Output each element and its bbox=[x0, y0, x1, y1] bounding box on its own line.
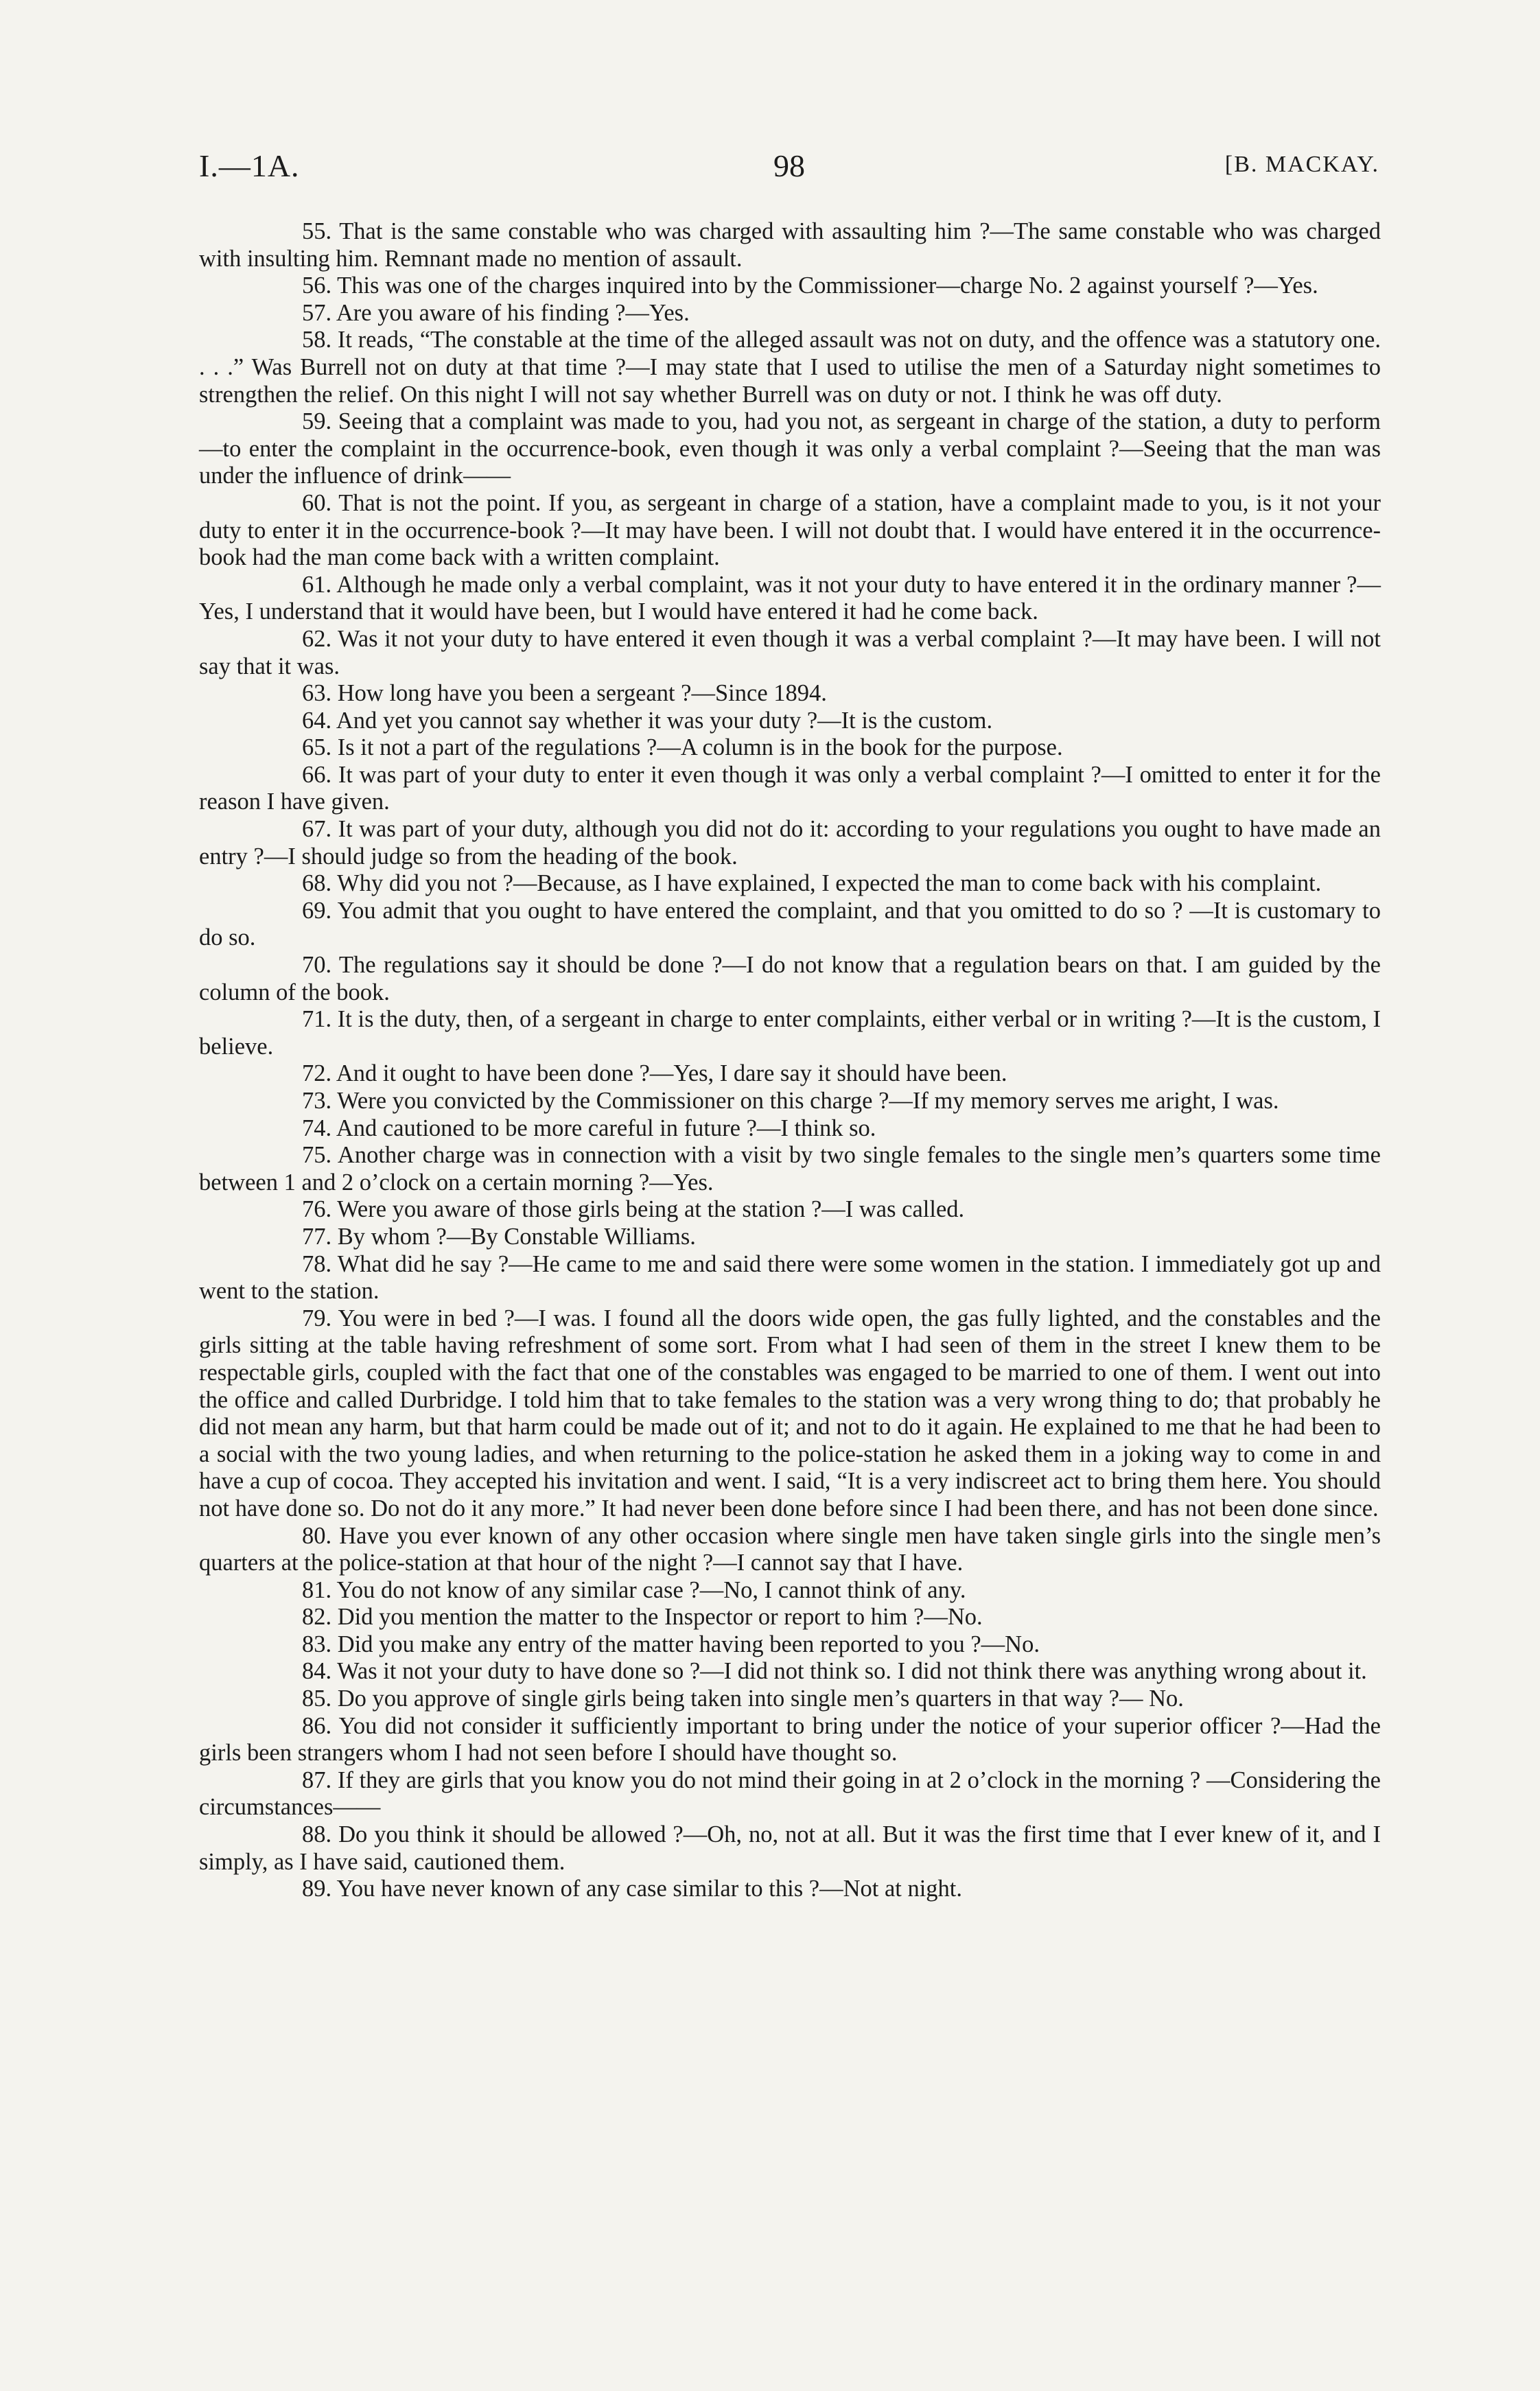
question-paragraph: 55. That is the same constable who was charged with assaulting him ?—The same constable who was charged with insulting him. Remnant made no mention of assault. bbox=[199, 218, 1381, 272]
evidence-text bbox=[199, 218, 1381, 1903]
question-paragraph: 71. It is the duty, then, of a sergeant in charge to enter complaints, either verbal or in writing ?—It is the custom, I believe. bbox=[199, 1006, 1381, 1060]
witness-name: [B. MACKAY. bbox=[1224, 152, 1379, 177]
question-paragraph: 70. The regulations say it should be done ?—I do not know that a regulation bears on that. I am guided by the column of the book. bbox=[199, 952, 1381, 1005]
question-paragraph: 74. And cautioned to be more careful in future ?—I think so. bbox=[302, 1115, 876, 1141]
question-paragraph: 72. And it ought to have been done ?—Yes, I dare say it should have been. bbox=[302, 1060, 1007, 1087]
question-paragraph: 62. Was it not your duty to have entered it even though it was a verbal complaint ?—It may have been. I will not say that it was. bbox=[199, 625, 1381, 679]
question-paragraph: 63. How long have you been a sergeant ?—Since 1894. bbox=[302, 680, 827, 707]
question-paragraph: 87. If they are girls that you know you do not mind their going in at 2 o’clock in the morning ? —Considering the circumstances—— bbox=[199, 1766, 1381, 1821]
question-paragraph: 56. This was one of the charges inquired into by the Commissioner—charge No. 2 against yourself ?—Yes. bbox=[302, 272, 1318, 299]
question-paragraph: 69. You admit that you ought to have entered the complaint, and that you omitted to do so ? —It is customary to do so. bbox=[199, 897, 1381, 951]
question-paragraph: 80. Have you ever known of any other occasion where single men have taken single girls into the single men’s quarters at the police-station at that hour of the night ?—I cannot say that I have. bbox=[199, 1522, 1381, 1576]
question-paragraph: 58. It reads, “The constable at the time of the alleged assault was not on duty, and the offence was a statutory one. . . .” Was Burrell not on duty at that time ?—I may state that I used to utilise the men of a Saturday night sometimes to strengthen the relief. On this night I will not say whether Burrell was on duty or not. I think he was off duty. bbox=[199, 327, 1381, 408]
question-paragraph: 81. You do not know of any similar case ?—No, I cannot think of any. bbox=[302, 1576, 966, 1603]
question-paragraph: 75. Another charge was in connection with a visit by two single females to the single men’s quarters some time between 1 and 2 o’clock on a certain morning ?—Yes. bbox=[199, 1142, 1381, 1196]
question-paragraph: 85. Do you approve of single girls being taken into single men’s quarters in that way ?— No. bbox=[302, 1686, 1184, 1712]
page-number: 98 bbox=[773, 148, 805, 183]
question-paragraph: 82. Did you mention the matter to the Inspector or report to him ?—No. bbox=[302, 1604, 983, 1631]
question-paragraph: 76. Were you aware of those girls being at the station ?—I was called. bbox=[302, 1196, 965, 1223]
question-paragraph: 65. Is it not a part of the regulations ?—A column is in the book for the purpose. bbox=[302, 734, 1063, 761]
question-paragraph: 73. Were you convicted by the Commissioner on this charge ?—If my memory serves me aright, I was. bbox=[302, 1088, 1279, 1114]
page-header bbox=[199, 148, 1379, 196]
question-paragraph: 78. What did he say ?—He came to me and said there were some women in the station. I immediately got up and went to the station. bbox=[199, 1250, 1381, 1305]
question-paragraph: 61. Although he made only a verbal complaint, was it not your duty to have entered it in the ordinary manner ?—Yes, I understand that it would have been, but I would have entered it had he come back. bbox=[199, 571, 1381, 625]
question-paragraph: 88. Do you think it should be allowed ?—Oh, no, not at all. But it was the first time that I ever knew of it, and I simply, as I have said, cautioned them. bbox=[199, 1821, 1381, 1875]
paper-reference: I.—1A. bbox=[199, 148, 300, 183]
question-paragraph: 57. Are you aware of his finding ?—Yes. bbox=[302, 299, 690, 326]
question-paragraph: 67. It was part of your duty, although you did not do it: according to your regulations you ought to have made an entry ?—I should judge so from the heading of the book. bbox=[199, 816, 1381, 870]
question-paragraph: 60. That is not the point. If you, as sergeant in charge of a station, have a complaint made to you, is it not your duty to enter it in the occurrence-book ?—It may have been. I will not doubt that. I would have entered it in the occurrence-book had the man come back with a written complaint. bbox=[199, 489, 1381, 571]
question-paragraph: 64. And yet you cannot say whether it was your duty ?—It is the custom. bbox=[302, 707, 993, 734]
question-paragraph: 59. Seeing that a complaint was made to you, had you not, as sergeant in charge of the station, a duty to perform—to enter the complaint in the occurrence-book, even though it was only a verbal complaint ?—Seeing that the man was under the influence of drink—— bbox=[199, 408, 1381, 489]
question-paragraph: 77. By whom ?—By Constable Williams. bbox=[302, 1223, 696, 1250]
question-paragraph: 89. You have never known of any case similar to this ?—Not at night. bbox=[302, 1876, 963, 1902]
question-paragraph: 68. Why did you not ?—Because, as I have explained, I expected the man to come back with his complaint. bbox=[302, 870, 1322, 897]
question-paragraph: 79. You were in bed ?—I was. I found all the doors wide open, the gas fully lighted, and the constables and the girls sitting at the table having refreshment of some sort. From what I had seen of them in the street I knew them to be respectable girls, coupled with the fact that one of the constables was engaged to be married to one of them. I went out into the office and called Durbridge. I told him that to take females to the station was a very wrong thing to do; that probably he did not mean any harm, but that harm could be made out of it; and not to do it again. He explained to me that he had been to a social with the two young ladies, and when returning to the police-station he asked them in a joking way to come in and have a cup of cocoa. They accepted his invitation and went. I said, “It is a very indiscreet act to bring them here. You should not have done so. Do not do it any more.” It had never been done before since I had been there, and has not been done since. bbox=[199, 1305, 1381, 1521]
question-paragraph: 84. Was it not your duty to have done so ?—I did not think so. I did not think there was anything wrong about it. bbox=[302, 1658, 1367, 1685]
question-paragraph: 66. It was part of your duty to enter it even though it was only a verbal complaint ?—I omitted to enter it for the reason I have given. bbox=[199, 761, 1381, 815]
question-paragraph: 83. Did you make any entry of the matter having been reported to you ?—No. bbox=[302, 1631, 1040, 1657]
question-paragraph: 86. You did not consider it sufficiently important to bring under the notice of your superior officer ?—Had the girls been strangers whom I had not seen before I should have thought so. bbox=[199, 1712, 1381, 1766]
